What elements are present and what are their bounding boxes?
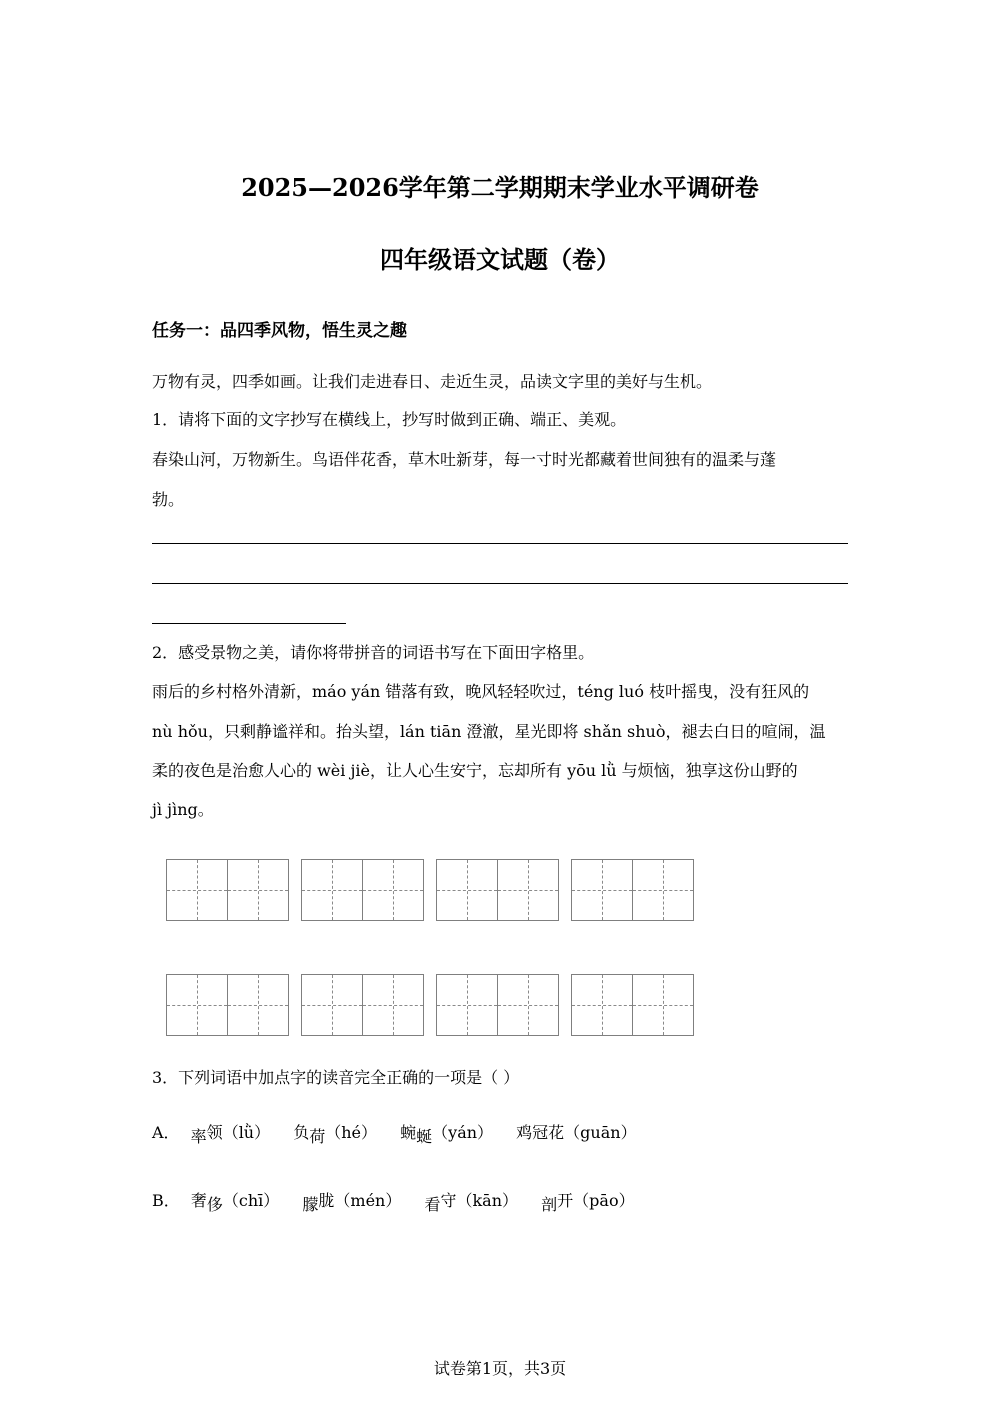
tianzige-cell[interactable] xyxy=(363,974,424,1036)
tianzige-row-1 xyxy=(166,859,694,921)
answer-line-3[interactable] xyxy=(152,623,346,624)
tianzige-cell[interactable] xyxy=(301,974,363,1036)
pinyin: （guān） xyxy=(564,1123,637,1142)
exam-title: 2025—2026学年第二学期期末学业水平调研卷 xyxy=(241,173,759,202)
tianzige-word-box[interactable] xyxy=(436,974,559,1036)
plain-char: 负 xyxy=(293,1123,310,1142)
option-b-label: B． xyxy=(152,1191,180,1210)
dotted-char: 侈 xyxy=(206,1195,223,1214)
option-b-word-3 xyxy=(424,1191,519,1214)
option-b-word-4 xyxy=(541,1191,635,1214)
q3-prompt: 3．下列词语中加点字的读音完全正确的一项是（ ） xyxy=(152,1068,520,1087)
pinyin: （kān） xyxy=(456,1191,519,1210)
tianzige-cell[interactable] xyxy=(633,859,694,921)
dotted-char: 率 xyxy=(190,1127,207,1146)
q3-option-a[interactable] xyxy=(152,1120,655,1146)
tianzige-cell[interactable] xyxy=(571,859,633,921)
page-footer: 试卷第1页，共3页 xyxy=(433,1359,567,1378)
tianzige-word-box[interactable] xyxy=(301,974,424,1036)
pinyin: （hé） xyxy=(325,1123,378,1142)
q1-prompt: 1．请将下面的文字抄写在横线上，抄写时做到正确、端正、美观。 xyxy=(152,410,627,429)
tianzige-cell[interactable] xyxy=(498,859,559,921)
option-a-word-3 xyxy=(400,1123,494,1146)
task1-intro: 万物有灵，四季如画。让我们走进春日、走近生灵，品读文字里的美好与生机。 xyxy=(152,372,713,391)
dotted-char: 看 xyxy=(424,1195,441,1214)
plain-char: 蜿 xyxy=(400,1123,417,1142)
tianzige-cell[interactable] xyxy=(436,974,498,1036)
tianzige-word-box[interactable] xyxy=(571,859,694,921)
tianzige-cell[interactable] xyxy=(633,974,694,1036)
pinyin: （yán） xyxy=(432,1123,494,1142)
tianzige-word-box[interactable] xyxy=(166,974,289,1036)
plain-char: 胧 xyxy=(318,1191,335,1210)
exam-subtitle: 四年级语文试题（卷） xyxy=(380,245,620,274)
tianzige-cell[interactable] xyxy=(228,859,289,921)
tianzige-cell[interactable] xyxy=(436,859,498,921)
tianzige-cell[interactable] xyxy=(571,974,633,1036)
pinyin: （pāo） xyxy=(573,1191,635,1210)
option-a-word-2 xyxy=(293,1123,378,1146)
plain-char: 奢 xyxy=(190,1191,207,1210)
q2-passage-line1: 雨后的乡村格外清新，máo yán 错落有致，晚风轻轻吹过，téng luó 枝叶摇曳，没有狂风的 xyxy=(152,682,810,701)
q1-passage-line1: 春染山河，万物新生。鸟语伴花香，草木吐新芽，每一寸时光都藏着世间独有的温柔与蓬 xyxy=(152,450,777,469)
pinyin: （mén） xyxy=(334,1191,402,1210)
tianzige-cell[interactable] xyxy=(301,859,363,921)
tianzige-word-box[interactable] xyxy=(571,974,694,1036)
tianzige-cell[interactable] xyxy=(166,859,228,921)
option-b-word-1 xyxy=(190,1191,280,1214)
dotted-char: 朦 xyxy=(302,1195,319,1214)
q1-passage-line2: 勃。 xyxy=(152,490,185,509)
pinyin: （lǜ） xyxy=(222,1123,271,1142)
option-a-word-4 xyxy=(516,1123,636,1142)
tianzige-cell[interactable] xyxy=(228,974,289,1036)
tianzige-cell[interactable] xyxy=(363,859,424,921)
dotted-char: 剖 xyxy=(541,1195,558,1214)
q3-option-b[interactable] xyxy=(152,1188,653,1214)
option-a-label: A． xyxy=(152,1123,180,1142)
tianzige-cell[interactable] xyxy=(166,974,228,1036)
q2-prompt: 2．感受景物之美，请你将带拼音的词语书写在下面田字格里。 xyxy=(152,643,595,662)
answer-line-2[interactable] xyxy=(152,583,848,584)
option-b-word-2 xyxy=(302,1191,402,1214)
dotted-char: 荷 xyxy=(309,1127,326,1146)
dotted-char: 蜒 xyxy=(416,1127,433,1146)
tianzige-word-box[interactable] xyxy=(436,859,559,921)
answer-line-1[interactable] xyxy=(152,543,848,544)
task1-heading: 任务一：品四季风物，悟生灵之趣 xyxy=(152,321,407,341)
q2-passage-line2: nù hǒu，只剩静谧祥和。抬头望，lán tiān 澄澈，星光即将 shǎn shuò，褪去白日的喧闹，温 xyxy=(152,722,826,741)
plain-char: 守 xyxy=(440,1191,457,1210)
q2-passage-line3: 柔的夜色是治愈人心的 wèi jiè，让人心生安宁，忘却所有 yōu lǜ 与烦恼，独享这份山野的 xyxy=(152,761,798,780)
tianzige-word-box[interactable] xyxy=(301,859,424,921)
tianzige-row-2 xyxy=(166,974,694,1036)
dotted-char: 冠花 xyxy=(532,1123,565,1142)
tianzige-cell[interactable] xyxy=(498,974,559,1036)
option-a-word-1 xyxy=(190,1123,271,1146)
plain-char: 领 xyxy=(206,1123,223,1142)
pinyin: （chī） xyxy=(222,1191,280,1210)
plain-char: 鸡 xyxy=(516,1123,533,1142)
tianzige-word-box[interactable] xyxy=(166,859,289,921)
plain-char: 开 xyxy=(557,1191,574,1210)
q2-passage-line4: jì jìng。 xyxy=(152,800,214,819)
